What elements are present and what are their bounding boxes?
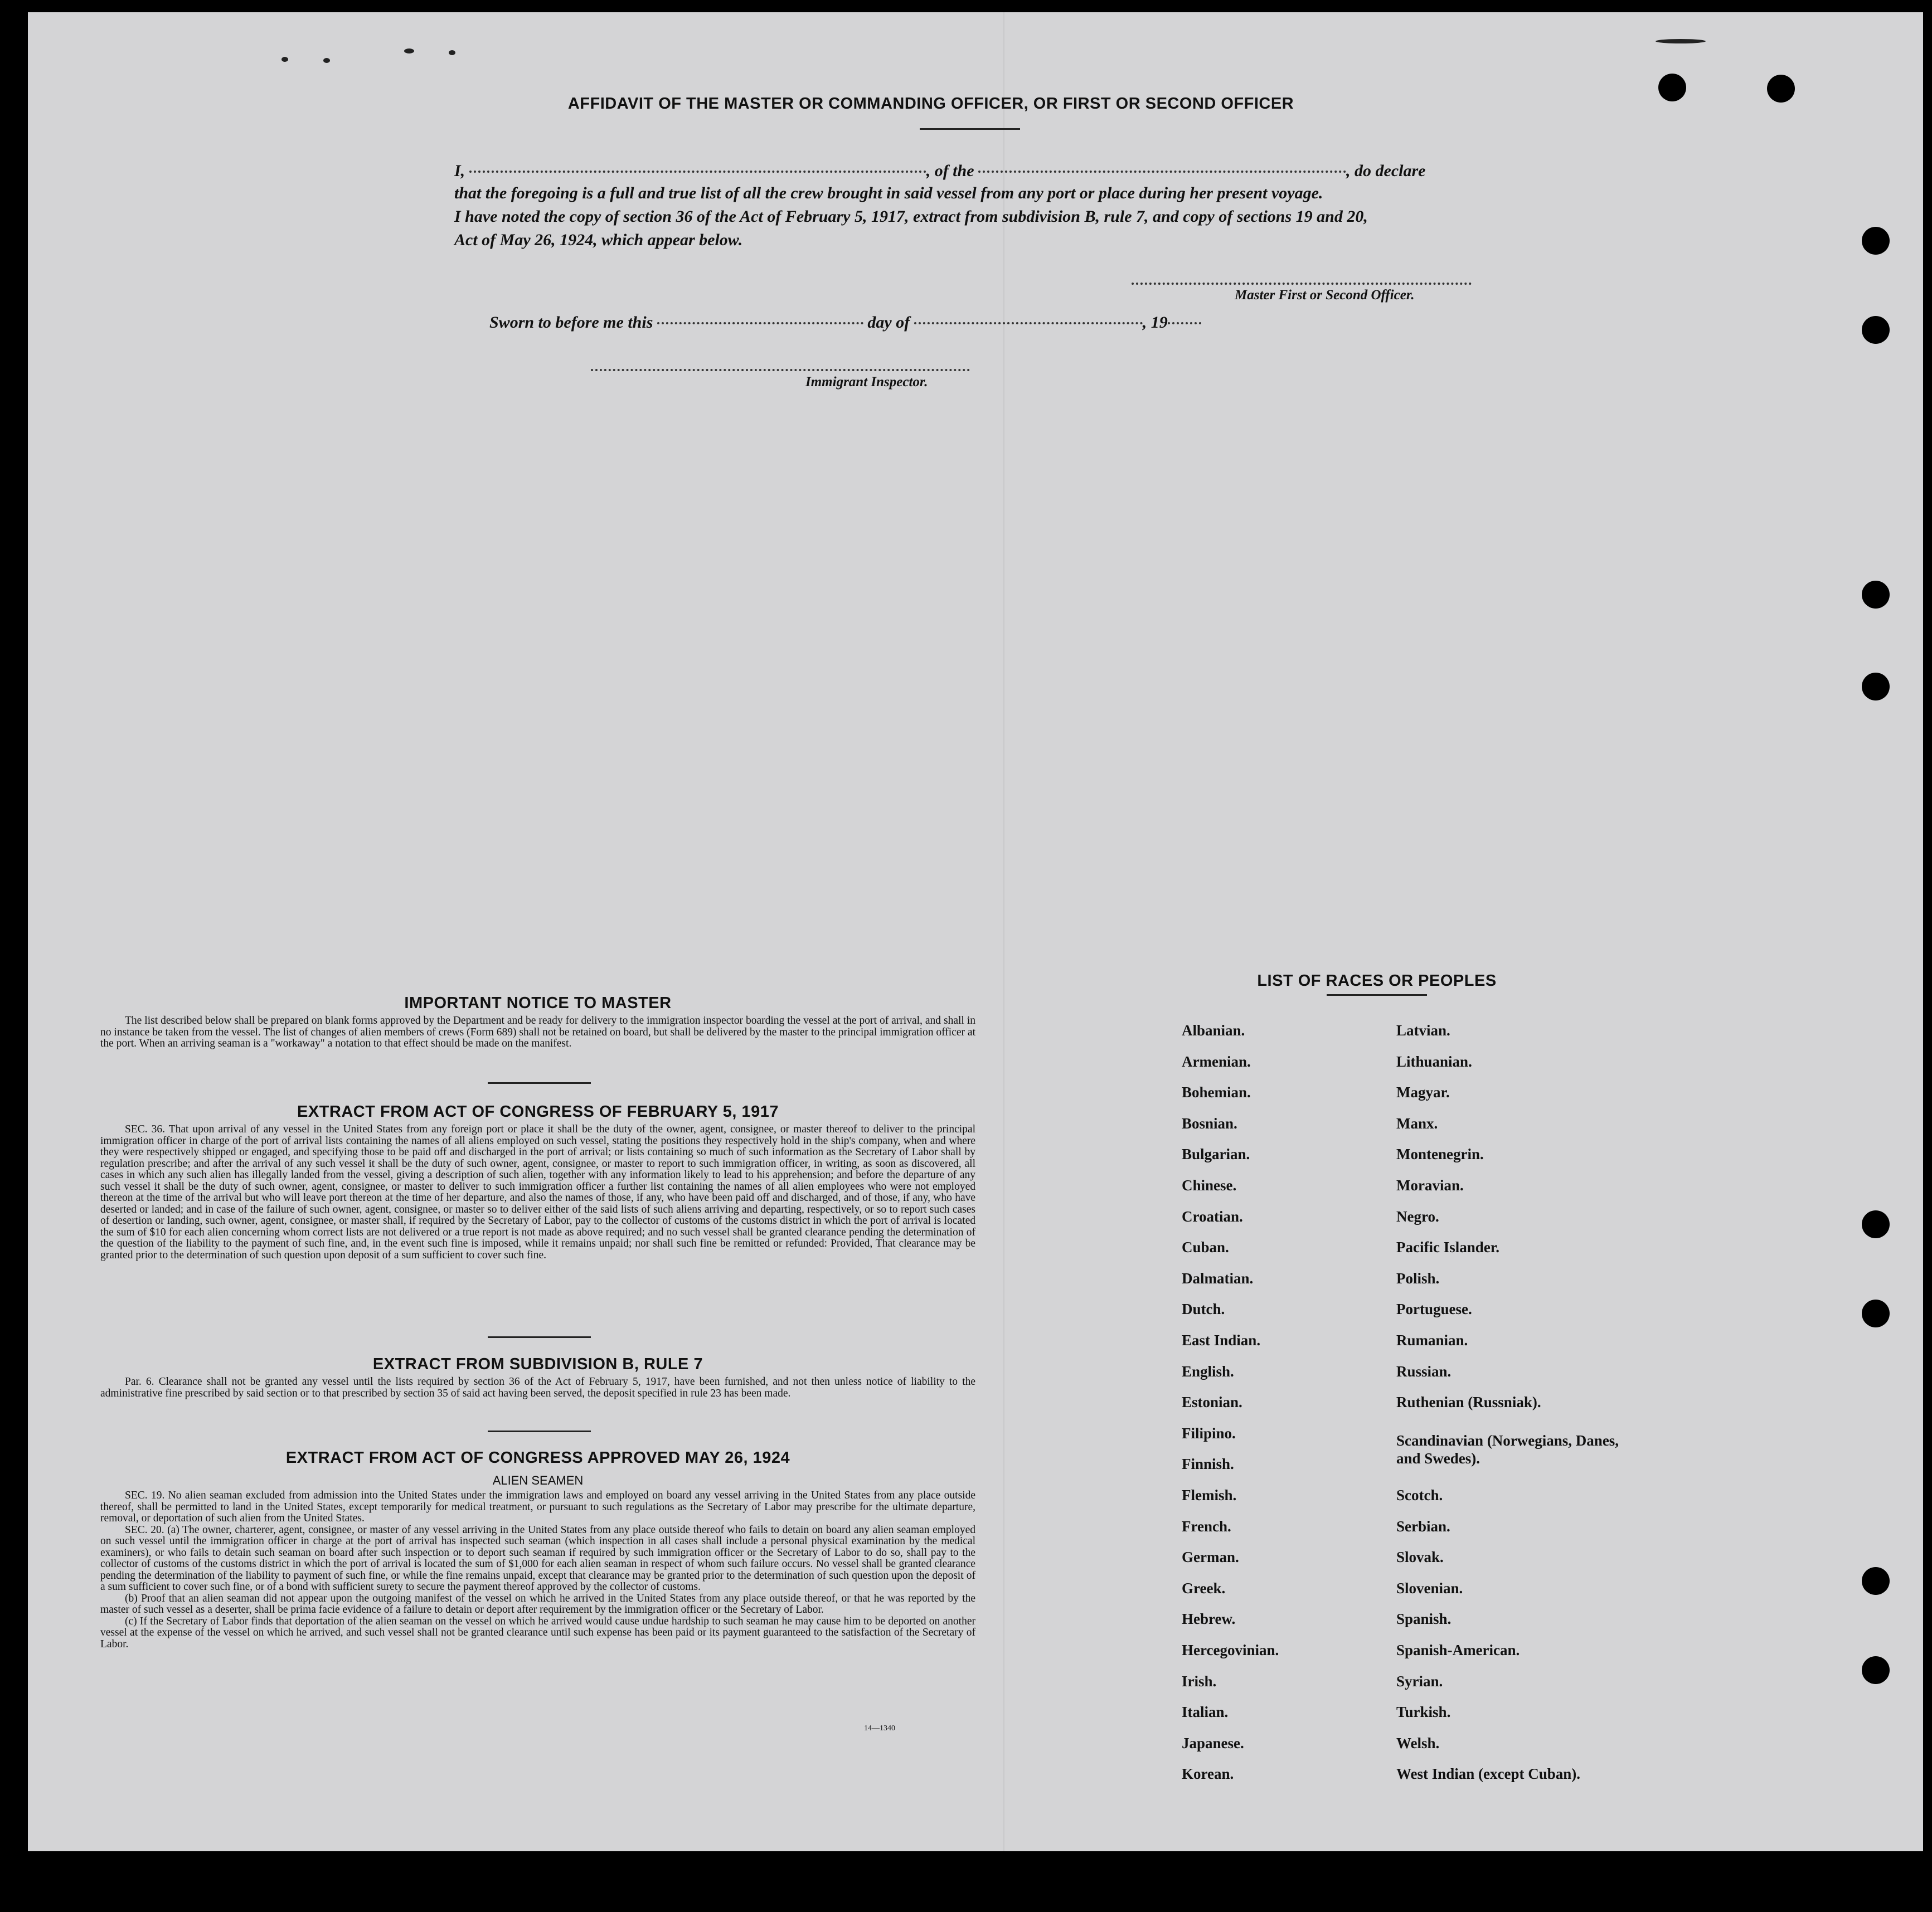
divider <box>488 1082 591 1084</box>
race-item: Flemish. <box>1182 1487 1237 1504</box>
binder-hole <box>1658 74 1686 101</box>
divider <box>488 1336 591 1338</box>
race-item: English. <box>1182 1363 1234 1380</box>
affidavit-of-the: , of the <box>926 162 974 180</box>
race-item: Manx. <box>1396 1115 1438 1132</box>
name-blank <box>469 171 926 173</box>
race-item: Spanish-American. <box>1396 1642 1520 1658</box>
sworn-month-blank <box>914 322 1143 324</box>
affidavit-line2: that the foregoing is a full and true list of all the crew brought in said vessel from any port or place during her present voyage. <box>454 184 1323 202</box>
scan-speck <box>404 48 414 53</box>
scan-speck <box>1656 39 1706 43</box>
sworn-date-blank <box>657 322 863 324</box>
race-item: West Indian (except Cuban). <box>1396 1765 1581 1783</box>
race-item: Dutch. <box>1182 1301 1225 1318</box>
notice-paragraph: The list described below shall be prepared on blank forms approved by the Department and be ready for delivery to the immigration inspector boarding the vessel at the port of arrival, and shall in no instance be taken from the vessel. The list of changes of alien members of crews (Form 689) shall not be retained on board, but shall be delivered by the master to the principal immigration officer at the port. When an arriving seaman is a "workaway" a notation to that effect should be made on the manifest. <box>100 1015 975 1049</box>
race-item: Serbian. <box>1396 1517 1450 1535</box>
page-fold <box>1003 12 1004 1851</box>
race-item: Pacific Islander. <box>1396 1239 1499 1256</box>
race-item: Irish. <box>1182 1672 1217 1690</box>
race-item: Chinese. <box>1182 1177 1237 1194</box>
race-item: Moravian. <box>1396 1177 1464 1194</box>
race-item: Polish. <box>1396 1269 1440 1287</box>
sworn-year-blank <box>1168 322 1201 324</box>
race-item: Slovenian. <box>1396 1579 1463 1597</box>
race-item: Korean. <box>1182 1765 1234 1783</box>
race-item: Estonian. <box>1182 1394 1242 1411</box>
scan-speck <box>323 58 330 63</box>
race-item: Ruthenian (Russniak). <box>1396 1394 1541 1411</box>
race-item: Lithuanian. <box>1396 1053 1472 1070</box>
inspector-label: Immigrant Inspector. <box>805 374 928 390</box>
binder-hole <box>1862 1656 1890 1684</box>
extract-1917-text <box>100 1124 975 1261</box>
scan-speck <box>449 50 455 55</box>
race-item: Greek. <box>1182 1579 1226 1597</box>
race-item: Slovak. <box>1396 1549 1444 1566</box>
scan-speck <box>281 57 288 62</box>
binder-hole <box>1767 75 1795 103</box>
race-item: Finnish. <box>1182 1456 1234 1473</box>
extract-1924-title: EXTRACT FROM ACT OF CONGRESS APPROVED MAY 26, 1924 <box>285 1449 790 1467</box>
races-title: LIST OF RACES OR PEOPLES <box>1257 972 1497 990</box>
race-item: Hebrew. <box>1182 1611 1236 1628</box>
race-item: Montenegrin. <box>1396 1146 1484 1163</box>
sworn-line <box>489 313 1201 332</box>
divider <box>920 128 1020 130</box>
affidavit-declare: , do declare <box>1346 162 1426 180</box>
affidavit-line4: Act of May 26, 1924, which appear below. <box>454 231 743 249</box>
affidavit-line3: I have noted the copy of section 36 of the Act of February 5, 1917, extract from subdivision B, rule 7, and copy of sections 19 and 20, <box>454 207 1368 226</box>
race-item: Turkish. <box>1396 1704 1451 1721</box>
race-item: East Indian. <box>1182 1332 1261 1349</box>
affidavit-line1 <box>454 162 1425 181</box>
section-20a-paragraph: SEC. 20. (a) The owner, charterer, agent, consignee, or master of any vessel arriving in the United States from any place outside thereof who fails to detain on board any alien seaman employed on such vessel until the immigration officer in charge at the port of arrival has inspected such seaman (which inspection in all cases shall include a personal physical examination by the medical examiners), or who fails to detain such seaman on board after such inspection or to deport such seaman if required by such immigration officer or the Secretary of Labor to do so, shall pay to the collector of customs of the customs district in which the port of arrival is located the sum of $1,000 for each alien seaman in respect of whom such failure occurs. No vessel shall be granted clearance pending the determination of the liability to payment of such fine, or while the fine remains unpaid, except that clearance may be granted prior to the determination of such question upon the deposit of a sum sufficient to cover such fine, or of a bond with sufficient surety to secure the payment thereof approved by the collector of customs. <box>100 1524 975 1593</box>
section-20b-paragraph: (b) Proof that an alien seaman did not appear upon the outgoing manifest of the vessel on which he arrived in the United States from any place outside thereof, or that he was reported by the master of such vessel as a deserter, shall be prima facie evidence of a failure to detain or deport after requirement by the immigration officer or the Secretary of Labor. <box>100 1592 975 1616</box>
race-item: Croatian. <box>1182 1208 1243 1225</box>
race-item: Italian. <box>1182 1704 1229 1721</box>
race-item: Cuban. <box>1182 1239 1229 1256</box>
divider <box>488 1431 591 1432</box>
section-19-paragraph: SEC. 19. No alien seaman excluded from admission into the United States under the immigration laws and employed on board any vessel arriving in the United States from any place outside thereof, shall be permitted to land in the United States, except temporarily for medical treatment, or pursuant to such regulations as the Secretary of Labor may prescribe for the ultimate departure, removal, or deportation of such alien from the United States. <box>100 1490 975 1524</box>
binder-hole <box>1862 581 1890 609</box>
binder-hole <box>1862 673 1890 700</box>
extract-1917-title: EXTRACT FROM ACT OF CONGRESS OF FEBRUARY 5, 1917 <box>297 1103 779 1121</box>
race-item: Japanese. <box>1182 1734 1244 1752</box>
form-number: 14—1340 <box>864 1724 895 1733</box>
race-item: Negro. <box>1396 1208 1439 1225</box>
race-item: Scandinavian (Norwegians, Danes, and Swedes). <box>1396 1432 1619 1467</box>
sworn-prefix: Sworn to before me this <box>489 313 653 332</box>
race-item: Bosnian. <box>1182 1115 1237 1132</box>
vessel-blank <box>978 171 1346 173</box>
sworn-day-of: day of <box>867 313 910 332</box>
extract-rule7-paragraph: Par. 6. Clearance shall not be granted any vessel until the lists required by section 36 of the Act of February 5, 1917, have been furnished, and not then unless notice of liability to the administrative fine prescribed by said section or to that prescribed by section 35 of said act having been served, the deposit specified in rule 23 has been made. <box>100 1376 975 1399</box>
binder-hole <box>1862 227 1890 255</box>
race-item: Syrian. <box>1396 1672 1443 1690</box>
affidavit-prefix: I, <box>454 162 465 180</box>
race-item: Bulgarian. <box>1182 1146 1250 1163</box>
race-item: Latvian. <box>1396 1022 1450 1039</box>
race-item: Filipino. <box>1182 1424 1236 1442</box>
binder-hole <box>1862 1300 1890 1327</box>
race-item: Portuguese. <box>1396 1301 1472 1318</box>
binder-hole <box>1862 1210 1890 1238</box>
section-20c-paragraph: (c) If the Secretary of Labor finds that deportation of the alien seaman on the vessel on which he arrived would cause undue hardship to such seaman he may cause him to be deported on another vessel at the expense of the vessel on which he arrived, and such vessel shall not be granted clearance until such expense has been paid or its payment guaranteed to the satisfaction of the Secretary of Labor. <box>100 1615 975 1650</box>
document-sheet <box>28 12 1923 1851</box>
extract-rule7-text <box>100 1376 975 1399</box>
extract-1917-paragraph: SEC. 36. That upon arrival of any vessel in the United States from any foreign port or place it shall be the duty of the owner, agent, consignee, or master thereof to deliver to the principal immigration officer in charge of the port of arrival lists containing the names of all aliens employed on such vessel, stating the positions they respectively hold in the ship's company, when and where they were respectively shipped or engaged, and specifying those to be paid off and discharged in the port of arrival; or lists containing so much of such information as the Secretary of Labor shall by regulation prescribe; and after the arrival of any such vessel it shall be the duty of such owner, agent, consignee, or master to report to such immigration officer, in writing, as soon as discovered, all cases in which any such alien has illegally landed from the vessel, giving a description of such alien, together with any information likely to lead to his apprehension; and before the departure of any such vessel it shall be the duty of such owner, agent, consignee, or master to deliver to such immigration officer a further list containing the names of all alien employees who were not employed thereon at the time of the arrival but who will leave port thereon at the time of her departure, and also the names of those, if any, who have been paid off and discharged, and of those, if any, who have deserted or landed; and in case of the failure of such owner, agent, consignee, or master so to deliver either of the said lists of such aliens arriving and departing, respectively, or so to report such cases of desertion or landing, such owner, agent, consignee, or master shall, if required by the Secretary of Labor, pay to the collector of customs of the customs district in which the port of arrival is located the sum of $10 for each alien concerning whom correct lists are not delivered or a true report is not made as above required; and no such vessel shall be granted clearance pending the determination of the question of the liability to the payment of such fine, and, in the event such fine is imposed, while it remains unpaid; nor shall such fine be remitted or refunded: Provided, That clearance may be granted prior to the determination of such question upon deposit of a sum sufficient to cover such fine. <box>100 1123 975 1261</box>
divider <box>1327 994 1427 996</box>
sworn-year: , 19 <box>1142 313 1168 332</box>
affidavit-title: AFFIDAVIT OF THE MASTER OR COMMANDING OFFICER, OR FIRST OR SECOND OFFICER <box>567 95 1294 113</box>
race-item: Rumanian. <box>1396 1332 1468 1349</box>
race-item: Hercegovinian. <box>1182 1642 1279 1658</box>
race-item: Scotch. <box>1396 1487 1443 1504</box>
race-item: Welsh. <box>1396 1734 1440 1752</box>
race-item: French. <box>1182 1517 1231 1535</box>
race-item: Albanian. <box>1182 1022 1245 1039</box>
extract-rule7-title: EXTRACT FROM SUBDIVISION B, RULE 7 <box>372 1355 703 1373</box>
binder-hole <box>1862 316 1890 344</box>
race-item: Magyar. <box>1396 1084 1450 1101</box>
race-item: Russian. <box>1396 1363 1452 1380</box>
master-signature-label: Master First or Second Officer. <box>1235 288 1415 303</box>
race-item: Dalmatian. <box>1182 1269 1254 1287</box>
master-signature-line <box>1132 283 1472 285</box>
extract-1924-subtitle: ALIEN SEAMEN <box>492 1473 584 1487</box>
race-item: Bohemian. <box>1182 1084 1251 1101</box>
binder-hole <box>1862 1567 1890 1595</box>
notice-title: IMPORTANT NOTICE TO MASTER <box>404 994 672 1012</box>
notice-text <box>100 1015 975 1050</box>
race-item: German. <box>1182 1549 1239 1566</box>
extract-1924-text <box>100 1490 975 1650</box>
race-item: Spanish. <box>1396 1611 1452 1628</box>
inspector-signature-line <box>591 369 970 371</box>
race-item: Armenian. <box>1182 1053 1251 1070</box>
